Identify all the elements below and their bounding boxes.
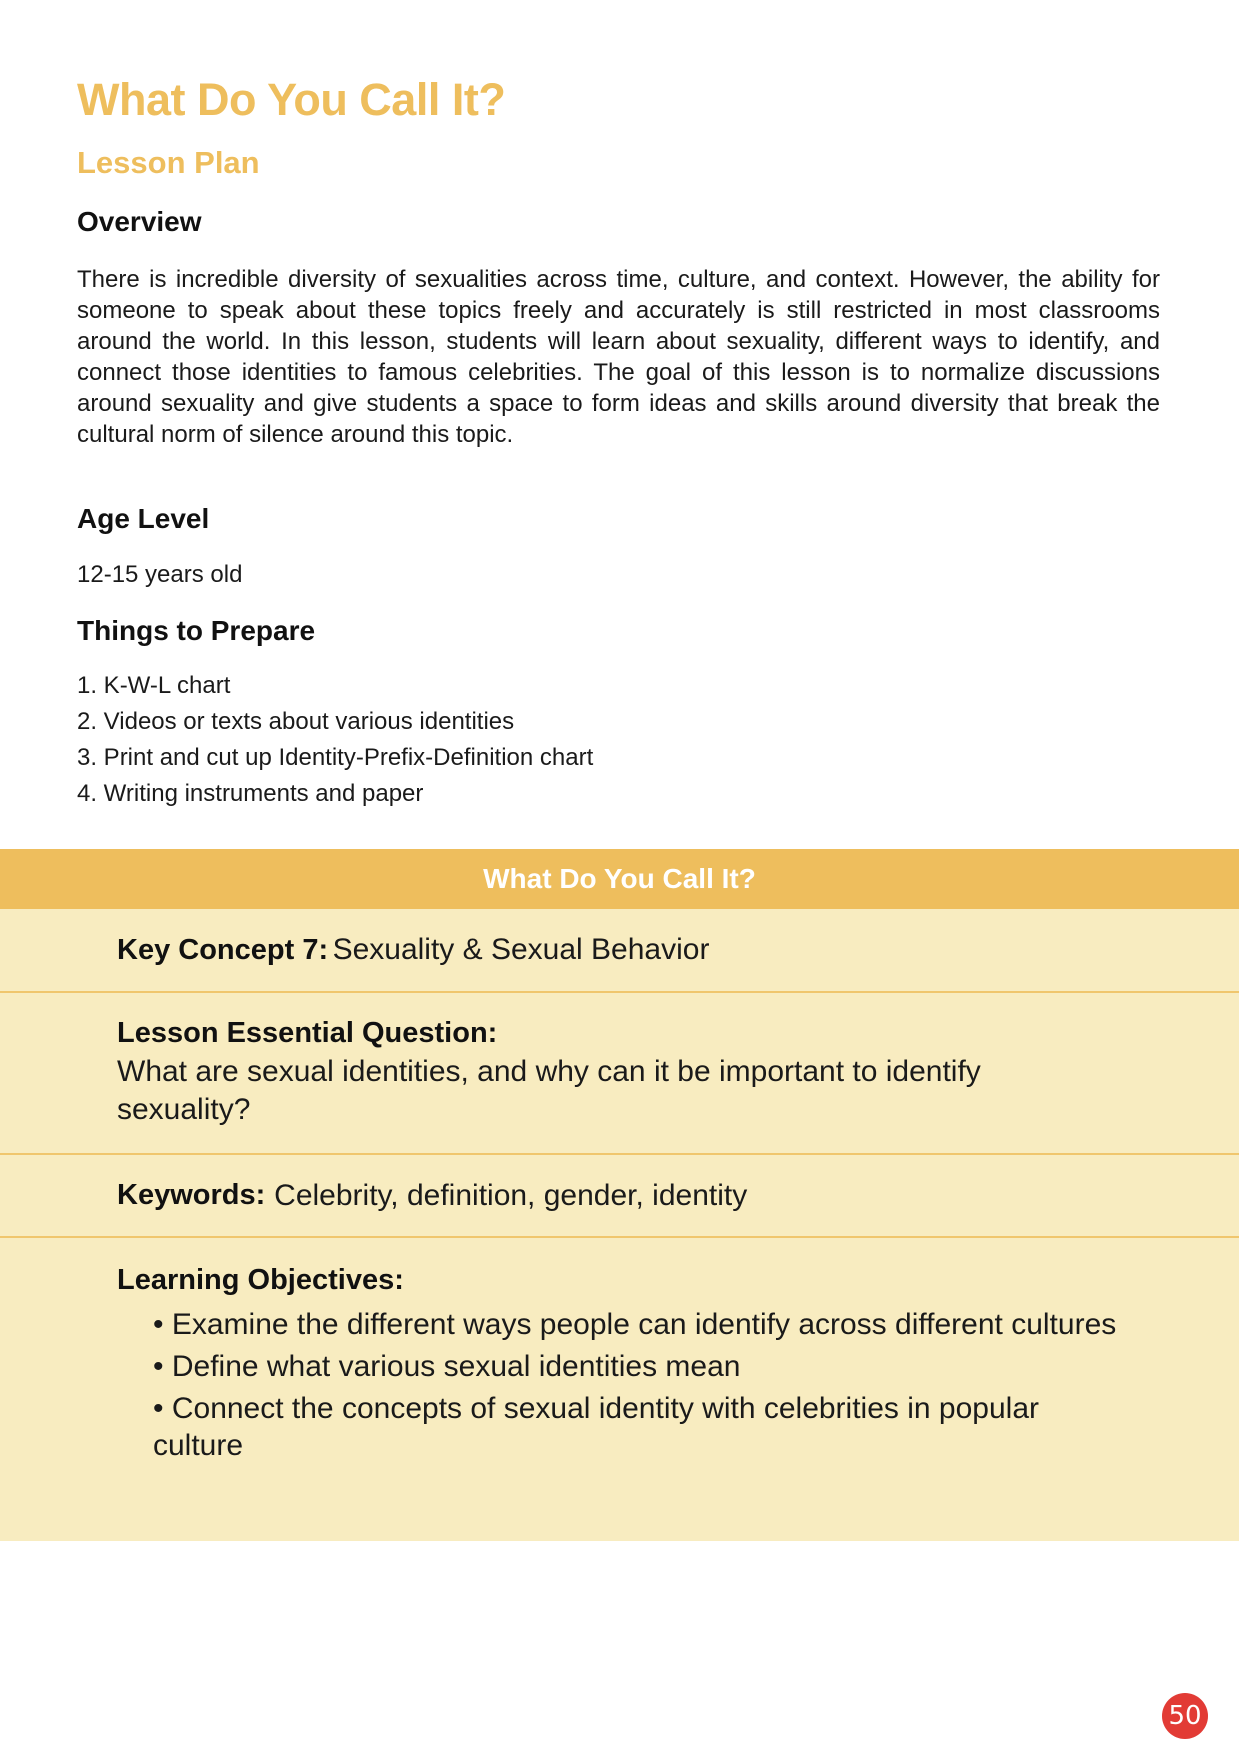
keywords-label: Keywords:: [117, 1179, 266, 1211]
page-number-badge: 50: [1162, 1693, 1208, 1739]
essential-question-label: Lesson Essential Question:: [117, 1017, 498, 1049]
prepare-heading: Things to Prepare: [77, 615, 316, 646]
key-concept-value: Sexuality & Sexual Behavior: [332, 933, 710, 966]
key-concept-label: Key Concept 7:: [117, 933, 329, 966]
prepare-list: [77, 668, 593, 812]
lesson-summary-box: [0, 849, 1239, 1541]
overview-text: There is incredible diversity of sexualities across time, culture, and context. However, the ability for someone to speak about these topics freely and accurately is still restricted in most classrooms around the world. In this lesson, students will learn about sexuality, different ways to identify, and connect those identities to famous celebrities. The goal of this lesson is to normalize discussions around sexuality and give students a space to form ideas and skills around diversity that break the cultural norm of silence around this topic.: [77, 266, 1160, 448]
overview-heading: Overview: [77, 206, 202, 237]
list-item: 2. Videos or texts about various identities: [77, 708, 515, 735]
key-concept-row: [0, 909, 1239, 993]
learning-objectives-label: Learning Objectives:: [117, 1264, 404, 1296]
age-level-heading: Age Level: [77, 503, 210, 534]
keywords-row: [0, 1155, 1239, 1238]
list-item: • Define what various sexual identities mean: [153, 1350, 741, 1383]
essential-question-row: [0, 993, 1239, 1155]
essential-question-text: What are sexual identities, and why can it be important to identify sexuality?: [117, 1055, 981, 1126]
learning-objectives-row: [0, 1238, 1239, 1464]
page-title: What Do You Call It?: [77, 74, 506, 125]
list-item: 4. Writing instruments and paper: [77, 780, 424, 807]
list-item: • Examine the different ways people can identify across different cultures: [153, 1308, 1117, 1341]
page-subtitle: Lesson Plan: [77, 145, 260, 180]
age-level-value: 12-15 years old: [77, 561, 243, 588]
learning-objectives-list: [153, 1306, 1122, 1464]
list-item: 3. Print and cut up Identity-Prefix-Definition chart: [77, 744, 594, 771]
list-item: 1. K-W-L chart: [77, 672, 231, 699]
list-item: • Connect the concepts of sexual identity with celebrities in popular culture: [153, 1392, 1039, 1462]
box-header: What Do You Call It?: [0, 849, 1239, 909]
keywords-value: Celebrity, definition, gender, identity: [274, 1178, 748, 1212]
